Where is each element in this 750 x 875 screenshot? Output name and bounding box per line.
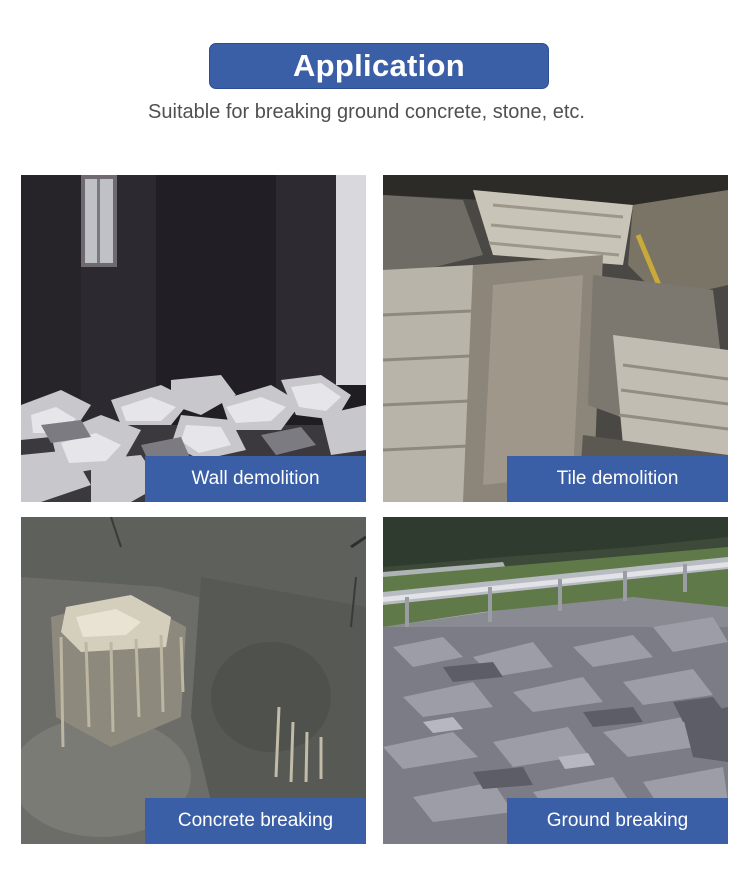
- caption-ground-breaking: Ground breaking: [507, 798, 728, 844]
- page-subtitle: Suitable for breaking ground concrete, stone, etc.: [148, 101, 585, 123]
- application-card-ground-breaking: [383, 517, 728, 844]
- page-title: [209, 43, 549, 89]
- application-card-concrete-breaking: [21, 517, 366, 844]
- ground-breaking-photo: [383, 517, 728, 844]
- wall-demolition-photo: [21, 175, 366, 502]
- caption-wall-demolition: Wall demolition: [145, 456, 366, 502]
- caption-concrete-breaking: Concrete breaking: [145, 798, 366, 844]
- application-card-wall-demolition: [21, 175, 366, 502]
- tile-demolition-photo: [383, 175, 728, 502]
- concrete-breaking-photo: [21, 517, 366, 844]
- caption-tile-demolition: Tile demolition: [507, 456, 728, 502]
- application-card-tile-demolition: [383, 175, 728, 502]
- page-title-text: Application: [292, 48, 466, 83]
